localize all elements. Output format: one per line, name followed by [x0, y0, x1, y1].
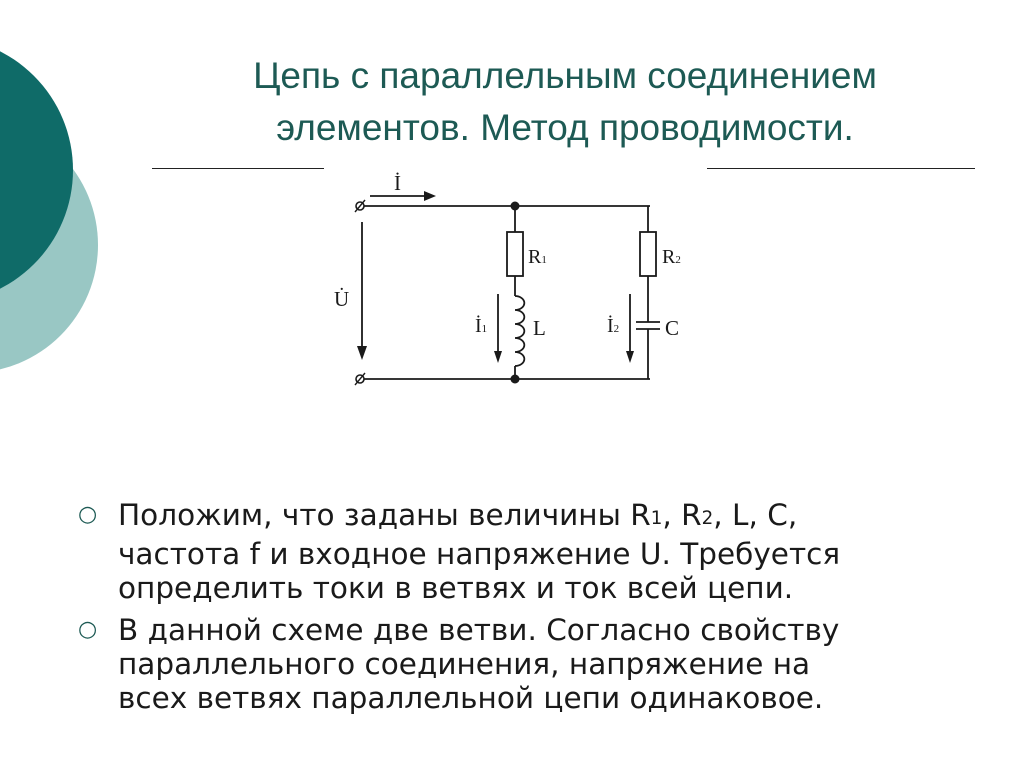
circuit-diagram	[330, 160, 700, 395]
i2-label: İ2	[607, 315, 620, 337]
r2-label: R2	[662, 246, 681, 268]
decorative-circles	[0, 0, 110, 400]
title-line-1: Цепь с параллельным соединением	[253, 55, 877, 96]
junction-top	[511, 202, 520, 211]
bullet-marker-icon: ○	[78, 502, 98, 527]
bullet-line: В данной схеме две ветви. Согласно свойству	[118, 613, 840, 647]
bullet-line: Положим, что заданы величины R1, R2, L, C,	[118, 498, 798, 532]
title-line-2: элементов. Метод проводимости.	[276, 107, 854, 148]
bullet-item	[78, 613, 1008, 715]
bullet-line: определить токи в ветвях и ток всей цепи.	[118, 571, 794, 605]
bullet-line: частота f и входное напряжение U. Требуется	[118, 537, 841, 571]
voltage-arrowhead	[357, 346, 367, 360]
i2-arrowhead	[626, 351, 634, 363]
current-label: İ	[394, 171, 401, 195]
r1-resistor	[507, 232, 523, 276]
current-arrowhead	[424, 191, 436, 201]
bullet-text	[118, 613, 839, 715]
title-rule-left	[152, 168, 324, 169]
l-inductor	[515, 296, 524, 366]
i1-arrowhead	[494, 351, 502, 363]
slide-title	[150, 50, 980, 154]
bullet-text	[118, 498, 840, 605]
c-label: C	[665, 316, 680, 340]
bullet-marker-icon: ○	[78, 617, 98, 642]
r1-label: R1	[528, 246, 547, 268]
bullet-list	[78, 498, 1008, 723]
junction-bottom	[511, 375, 520, 384]
voltage-label: U̇	[334, 287, 350, 311]
bullet-item	[78, 498, 1008, 605]
title-rule-right	[707, 168, 975, 169]
bullet-line: всех ветвях параллельной цепи одинаковое.	[118, 681, 824, 715]
r2-resistor	[640, 232, 656, 276]
l-label: L	[533, 316, 546, 340]
bullet-line: параллельного соединения, напряжение на	[118, 647, 811, 681]
i1-label: İ1	[475, 315, 488, 337]
